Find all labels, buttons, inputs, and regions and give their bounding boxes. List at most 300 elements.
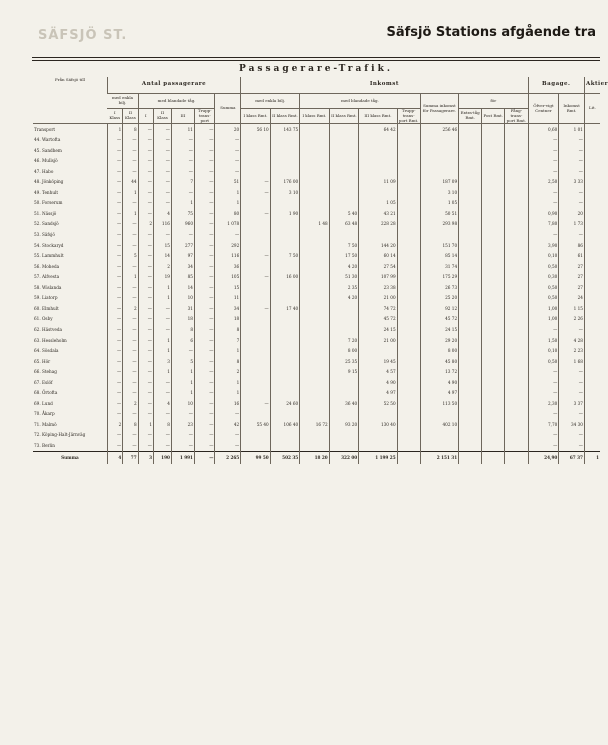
station-cell: 68. Örtofta bbox=[34, 390, 58, 396]
value-cell bbox=[482, 420, 505, 431]
value-cell: — bbox=[194, 420, 215, 431]
value-cell bbox=[397, 420, 420, 431]
value-cell: 85 14 bbox=[420, 251, 458, 262]
value-cell bbox=[241, 441, 270, 452]
value-cell: 2 23 bbox=[559, 346, 585, 357]
value-cell: 55 40 bbox=[241, 420, 270, 431]
value-cell bbox=[459, 399, 482, 410]
value-cell: — bbox=[138, 145, 153, 156]
value-cell: — bbox=[107, 188, 122, 199]
value-cell: 45 72 bbox=[359, 314, 397, 325]
value-cell: 93 20 bbox=[329, 420, 358, 431]
value-cell bbox=[420, 156, 458, 167]
table-row bbox=[33, 262, 600, 273]
value-cell: 4 bbox=[153, 399, 171, 410]
value-cell: — bbox=[138, 293, 153, 304]
value-cell: 2 bbox=[123, 304, 138, 315]
value-cell bbox=[359, 167, 397, 178]
value-cell: — bbox=[171, 167, 194, 178]
value-cell: — bbox=[123, 167, 138, 178]
value-cell bbox=[300, 378, 329, 389]
value-cell: 3,90 bbox=[528, 240, 559, 251]
value-cell bbox=[329, 177, 358, 188]
value-cell bbox=[397, 230, 420, 241]
value-cell bbox=[270, 135, 299, 146]
value-cell: 1 bbox=[215, 378, 241, 389]
value-cell: 15 bbox=[153, 240, 171, 251]
value-cell: 7,70 bbox=[528, 420, 559, 431]
value-cell bbox=[329, 388, 358, 399]
value-cell: — bbox=[153, 378, 171, 389]
value-cell: — bbox=[528, 230, 559, 241]
value-cell bbox=[270, 378, 299, 389]
col-fang: Fång-trans-port Rmt. bbox=[506, 108, 527, 123]
value-cell: — bbox=[194, 156, 215, 167]
value-cell: 293 98 bbox=[420, 219, 458, 230]
value-cell: — bbox=[153, 124, 171, 135]
value-cell bbox=[584, 420, 600, 431]
value-cell: 3 10 bbox=[270, 188, 299, 199]
value-cell: — bbox=[171, 135, 194, 146]
value-cell bbox=[359, 135, 397, 146]
value-cell: — bbox=[153, 409, 171, 420]
value-cell: 14 bbox=[153, 251, 171, 262]
value-cell bbox=[584, 314, 600, 325]
value-cell: — bbox=[107, 293, 122, 304]
value-cell bbox=[420, 230, 458, 241]
value-cell: 27 bbox=[559, 262, 585, 273]
value-cell bbox=[300, 293, 329, 304]
value-cell: 2 bbox=[107, 420, 122, 431]
value-cell bbox=[584, 441, 600, 452]
table-row bbox=[33, 230, 600, 241]
value-cell: 3 10 bbox=[420, 188, 458, 199]
value-cell bbox=[359, 346, 397, 357]
value-cell bbox=[584, 209, 600, 220]
value-cell bbox=[241, 378, 270, 389]
value-cell bbox=[397, 167, 420, 178]
value-cell: 1 bbox=[153, 335, 171, 346]
value-cell bbox=[270, 367, 299, 378]
value-cell bbox=[459, 156, 482, 167]
value-cell bbox=[329, 378, 358, 389]
value-cell bbox=[300, 124, 329, 135]
value-cell: 107 99 bbox=[359, 272, 397, 283]
value-cell: 21 00 bbox=[359, 293, 397, 304]
value-cell bbox=[482, 219, 505, 230]
table-title: Passagerare-Trafik. bbox=[239, 64, 393, 74]
value-cell: — bbox=[528, 135, 559, 146]
value-cell bbox=[270, 240, 299, 251]
value-cell: — bbox=[528, 430, 559, 441]
col-i-klass: I Klass bbox=[107, 109, 122, 124]
value-cell: 51 bbox=[215, 177, 241, 188]
value-cell: — bbox=[153, 135, 171, 146]
value-cell: 1,00 bbox=[528, 314, 559, 325]
value-cell: — bbox=[171, 430, 194, 441]
value-cell: — bbox=[194, 240, 215, 251]
value-cell bbox=[482, 367, 505, 378]
value-cell: 15 bbox=[215, 283, 241, 294]
value-cell: 1 991 bbox=[171, 452, 194, 465]
value-cell: — bbox=[107, 156, 122, 167]
station-cell: 62. Hästveda bbox=[34, 326, 62, 332]
value-cell: — bbox=[123, 409, 138, 420]
station-cell: 52. Sandsjö bbox=[34, 221, 59, 227]
station-cell: 72. Köping-Halt-Järnväg bbox=[34, 432, 86, 438]
table-row bbox=[33, 388, 600, 399]
value-cell bbox=[482, 452, 505, 465]
value-cell: — bbox=[194, 430, 215, 441]
value-cell bbox=[584, 409, 600, 420]
value-cell: — bbox=[153, 325, 171, 336]
value-cell: — bbox=[107, 325, 122, 336]
value-cell bbox=[300, 441, 329, 452]
value-cell bbox=[482, 240, 505, 251]
value-cell: — bbox=[107, 251, 122, 262]
value-cell: 4 bbox=[153, 209, 171, 220]
value-cell: 17 50 bbox=[329, 251, 358, 262]
value-cell bbox=[270, 219, 299, 230]
value-cell: 7 bbox=[215, 335, 241, 346]
value-cell: 1 bbox=[584, 452, 600, 465]
value-cell bbox=[459, 293, 482, 304]
value-cell bbox=[300, 304, 329, 315]
table-row bbox=[33, 145, 600, 156]
value-cell: — bbox=[194, 124, 215, 135]
value-cell: 402 10 bbox=[420, 420, 458, 431]
value-cell: — bbox=[241, 251, 270, 262]
value-cell: 80 bbox=[215, 209, 241, 220]
header-rule-2 bbox=[32, 60, 600, 61]
value-cell: — bbox=[138, 335, 153, 346]
value-cell: 116 bbox=[215, 251, 241, 262]
value-cell bbox=[584, 272, 600, 283]
value-cell bbox=[459, 335, 482, 346]
table-row bbox=[33, 209, 600, 220]
value-cell bbox=[505, 145, 528, 156]
value-cell: 1 078 bbox=[215, 219, 241, 230]
value-cell bbox=[329, 156, 358, 167]
value-cell: 99 50 bbox=[241, 452, 270, 465]
value-cell: 77 bbox=[123, 452, 138, 465]
value-cell: 0,50 bbox=[528, 293, 559, 304]
station-cell: 45. Sandhem bbox=[34, 147, 62, 153]
col-ink-i: I klass Rmt. bbox=[241, 109, 270, 124]
value-cell bbox=[505, 283, 528, 294]
station-cell: 63. Hessleholm bbox=[34, 337, 67, 343]
value-cell bbox=[505, 230, 528, 241]
value-cell bbox=[482, 156, 505, 167]
value-cell bbox=[505, 167, 528, 178]
value-cell: — bbox=[107, 283, 122, 294]
value-cell: 1 68 bbox=[559, 356, 585, 367]
value-cell: — bbox=[107, 262, 122, 273]
value-cell: — bbox=[138, 188, 153, 199]
value-cell bbox=[329, 304, 358, 315]
value-cell: 74 72 bbox=[359, 304, 397, 315]
value-cell bbox=[397, 409, 420, 420]
value-cell: 1 bbox=[215, 198, 241, 209]
value-cell bbox=[482, 304, 505, 315]
value-cell bbox=[459, 452, 482, 465]
value-cell bbox=[397, 335, 420, 346]
value-cell: 26 73 bbox=[420, 283, 458, 294]
value-cell: 85 bbox=[171, 272, 194, 283]
station-cell: 56. Moheda bbox=[34, 263, 60, 269]
value-cell bbox=[270, 388, 299, 399]
value-cell bbox=[505, 430, 528, 441]
value-cell: — bbox=[107, 399, 122, 410]
aktier-header: Aktier bbox=[584, 77, 600, 94]
value-cell: — bbox=[123, 441, 138, 452]
value-cell bbox=[482, 283, 505, 294]
value-cell bbox=[459, 124, 482, 135]
table-row bbox=[33, 420, 600, 431]
value-cell: 2 26 bbox=[559, 314, 585, 325]
value-cell: 63 48 bbox=[329, 219, 358, 230]
value-cell bbox=[505, 251, 528, 262]
value-cell: 144 20 bbox=[359, 240, 397, 251]
value-cell: — bbox=[138, 167, 153, 178]
value-cell: 4 bbox=[107, 452, 122, 465]
value-cell: 36 bbox=[215, 262, 241, 273]
value-cell bbox=[397, 325, 420, 336]
value-cell bbox=[270, 335, 299, 346]
value-cell: — bbox=[194, 145, 215, 156]
value-cell: — bbox=[123, 314, 138, 325]
value-cell: 56 10 bbox=[241, 124, 270, 135]
station-cell: 61. Osby bbox=[34, 316, 53, 322]
value-cell bbox=[270, 325, 299, 336]
station-cell: 71. Malmö bbox=[34, 421, 57, 427]
station-cell: 66. Stehag bbox=[34, 369, 57, 375]
value-cell bbox=[241, 262, 270, 273]
table-row bbox=[33, 452, 600, 465]
value-cell bbox=[584, 230, 600, 241]
bleed-through-text: SÄFSJÖ ST. bbox=[38, 28, 128, 43]
value-cell bbox=[359, 156, 397, 167]
value-cell bbox=[459, 441, 482, 452]
value-cell bbox=[584, 430, 600, 441]
station-cell: 53. Säfsjö bbox=[34, 232, 55, 238]
col-extra: Extra-tåg Rmt. bbox=[459, 109, 482, 124]
value-cell: 175 29 bbox=[420, 272, 458, 283]
value-cell bbox=[300, 325, 329, 336]
station-cell: 73. Berlin bbox=[34, 442, 55, 448]
value-cell bbox=[397, 177, 420, 188]
value-cell: 4 28 bbox=[559, 335, 585, 346]
value-cell bbox=[505, 209, 528, 220]
value-cell: 0,50 bbox=[528, 262, 559, 273]
value-cell: 130 40 bbox=[359, 420, 397, 431]
value-cell: 13 72 bbox=[420, 367, 458, 378]
value-cell: 44 bbox=[123, 177, 138, 188]
value-cell bbox=[329, 167, 358, 178]
value-cell: — bbox=[559, 430, 585, 441]
table-row bbox=[33, 399, 600, 410]
value-cell bbox=[505, 135, 528, 146]
table-row bbox=[33, 156, 600, 167]
value-cell: 7 bbox=[171, 177, 194, 188]
value-cell: 24 15 bbox=[420, 325, 458, 336]
value-cell: — bbox=[107, 430, 122, 441]
col-ink-b-ii: II klass Rmt. bbox=[329, 109, 358, 124]
value-cell bbox=[482, 177, 505, 188]
station-cell: 64. Sösdala bbox=[34, 348, 59, 354]
value-cell bbox=[270, 145, 299, 156]
value-cell: — bbox=[153, 198, 171, 209]
value-cell: — bbox=[171, 409, 194, 420]
value-cell: — bbox=[528, 156, 559, 167]
station-cell: 69. Lund bbox=[34, 400, 53, 406]
station-cell: 59. Liatorp bbox=[34, 295, 58, 301]
value-cell bbox=[459, 409, 482, 420]
value-cell bbox=[397, 452, 420, 465]
value-cell: 23 38 bbox=[359, 283, 397, 294]
value-cell: 67 37 bbox=[559, 452, 585, 465]
value-cell: 34 bbox=[171, 262, 194, 273]
value-cell: 5 40 bbox=[329, 209, 358, 220]
value-cell: — bbox=[123, 135, 138, 146]
value-cell bbox=[584, 399, 600, 410]
station-cell: 57. Alfvesta bbox=[34, 274, 60, 280]
value-cell: 18 bbox=[215, 314, 241, 325]
bagage-header: Bagage. bbox=[528, 77, 584, 94]
value-cell bbox=[420, 135, 458, 146]
value-cell bbox=[459, 420, 482, 431]
value-cell bbox=[584, 188, 600, 199]
value-cell bbox=[505, 198, 528, 209]
value-cell: 31 74 bbox=[420, 262, 458, 273]
table-row bbox=[33, 314, 600, 325]
value-cell bbox=[397, 293, 420, 304]
value-cell bbox=[397, 283, 420, 294]
value-cell: — bbox=[528, 378, 559, 389]
value-cell: — bbox=[153, 177, 171, 188]
page-header: Säfsjö Stations afgående tra bbox=[386, 25, 596, 40]
value-cell: 19 45 bbox=[359, 356, 397, 367]
value-cell: 8 bbox=[215, 356, 241, 367]
value-cell bbox=[482, 399, 505, 410]
value-cell: 502 35 bbox=[270, 452, 299, 465]
value-cell bbox=[482, 209, 505, 220]
value-cell bbox=[505, 441, 528, 452]
table-row bbox=[33, 378, 600, 389]
value-cell bbox=[241, 346, 270, 357]
table-row bbox=[33, 304, 600, 315]
value-cell bbox=[459, 240, 482, 251]
value-cell: — bbox=[194, 230, 215, 241]
value-cell: 256 46 bbox=[420, 124, 458, 135]
value-cell: — bbox=[194, 356, 215, 367]
table-row bbox=[33, 167, 600, 178]
value-cell bbox=[584, 325, 600, 336]
value-cell bbox=[397, 367, 420, 378]
value-cell: 8 bbox=[153, 420, 171, 431]
value-cell bbox=[329, 188, 358, 199]
value-cell: — bbox=[153, 441, 171, 452]
value-cell: — bbox=[153, 304, 171, 315]
value-cell: 20 bbox=[215, 124, 241, 135]
value-cell: — bbox=[138, 283, 153, 294]
value-cell bbox=[359, 230, 397, 241]
value-cell: — bbox=[171, 346, 194, 357]
value-cell: — bbox=[171, 156, 194, 167]
value-cell: — bbox=[123, 198, 138, 209]
table-row bbox=[33, 177, 600, 188]
value-cell: — bbox=[123, 325, 138, 336]
value-cell bbox=[241, 314, 270, 325]
value-cell bbox=[459, 314, 482, 325]
value-cell: 151 70 bbox=[420, 240, 458, 251]
value-cell: — bbox=[123, 283, 138, 294]
value-cell bbox=[482, 335, 505, 346]
value-cell: — bbox=[559, 188, 585, 199]
value-cell bbox=[505, 314, 528, 325]
value-cell: — bbox=[194, 367, 215, 378]
value-cell: 97 bbox=[171, 251, 194, 262]
value-cell: — bbox=[138, 430, 153, 441]
value-cell: 27 54 bbox=[359, 262, 397, 273]
value-cell: 0,30 bbox=[528, 272, 559, 283]
value-cell bbox=[270, 346, 299, 357]
col-lit: Lit. bbox=[584, 94, 600, 124]
value-cell bbox=[505, 399, 528, 410]
value-cell: — bbox=[138, 367, 153, 378]
value-cell bbox=[505, 188, 528, 199]
value-cell: — bbox=[153, 430, 171, 441]
value-cell: 27 bbox=[559, 272, 585, 283]
value-cell bbox=[397, 272, 420, 283]
value-cell bbox=[397, 304, 420, 315]
value-cell: — bbox=[153, 188, 171, 199]
value-cell: 31 bbox=[171, 304, 194, 315]
value-cell bbox=[329, 198, 358, 209]
value-cell: 51 30 bbox=[329, 272, 358, 283]
value-cell: — bbox=[138, 409, 153, 420]
value-cell bbox=[505, 409, 528, 420]
value-cell bbox=[459, 230, 482, 241]
value-cell bbox=[459, 356, 482, 367]
value-cell bbox=[241, 325, 270, 336]
value-cell bbox=[359, 441, 397, 452]
value-cell: 0,60 bbox=[528, 124, 559, 135]
value-cell: — bbox=[123, 388, 138, 399]
value-cell: — bbox=[241, 304, 270, 315]
value-cell: — bbox=[215, 430, 241, 441]
value-cell bbox=[300, 177, 329, 188]
col-b-iii: III bbox=[171, 109, 194, 124]
value-cell: 4 90 bbox=[359, 378, 397, 389]
table-row bbox=[33, 367, 600, 378]
value-cell: — bbox=[194, 272, 215, 283]
col-summa: Summa bbox=[215, 94, 241, 124]
value-cell: — bbox=[107, 167, 122, 178]
value-cell: 8 bbox=[215, 325, 241, 336]
value-cell bbox=[270, 283, 299, 294]
value-cell bbox=[300, 335, 329, 346]
value-cell: — bbox=[138, 441, 153, 452]
value-cell: 1 199 25 bbox=[359, 452, 397, 465]
value-cell bbox=[397, 124, 420, 135]
value-cell bbox=[397, 145, 420, 156]
value-cell: 18 20 bbox=[300, 452, 329, 465]
value-cell: — bbox=[528, 325, 559, 336]
value-cell bbox=[397, 188, 420, 199]
value-cell: — bbox=[138, 304, 153, 315]
value-cell: 10 bbox=[171, 399, 194, 410]
